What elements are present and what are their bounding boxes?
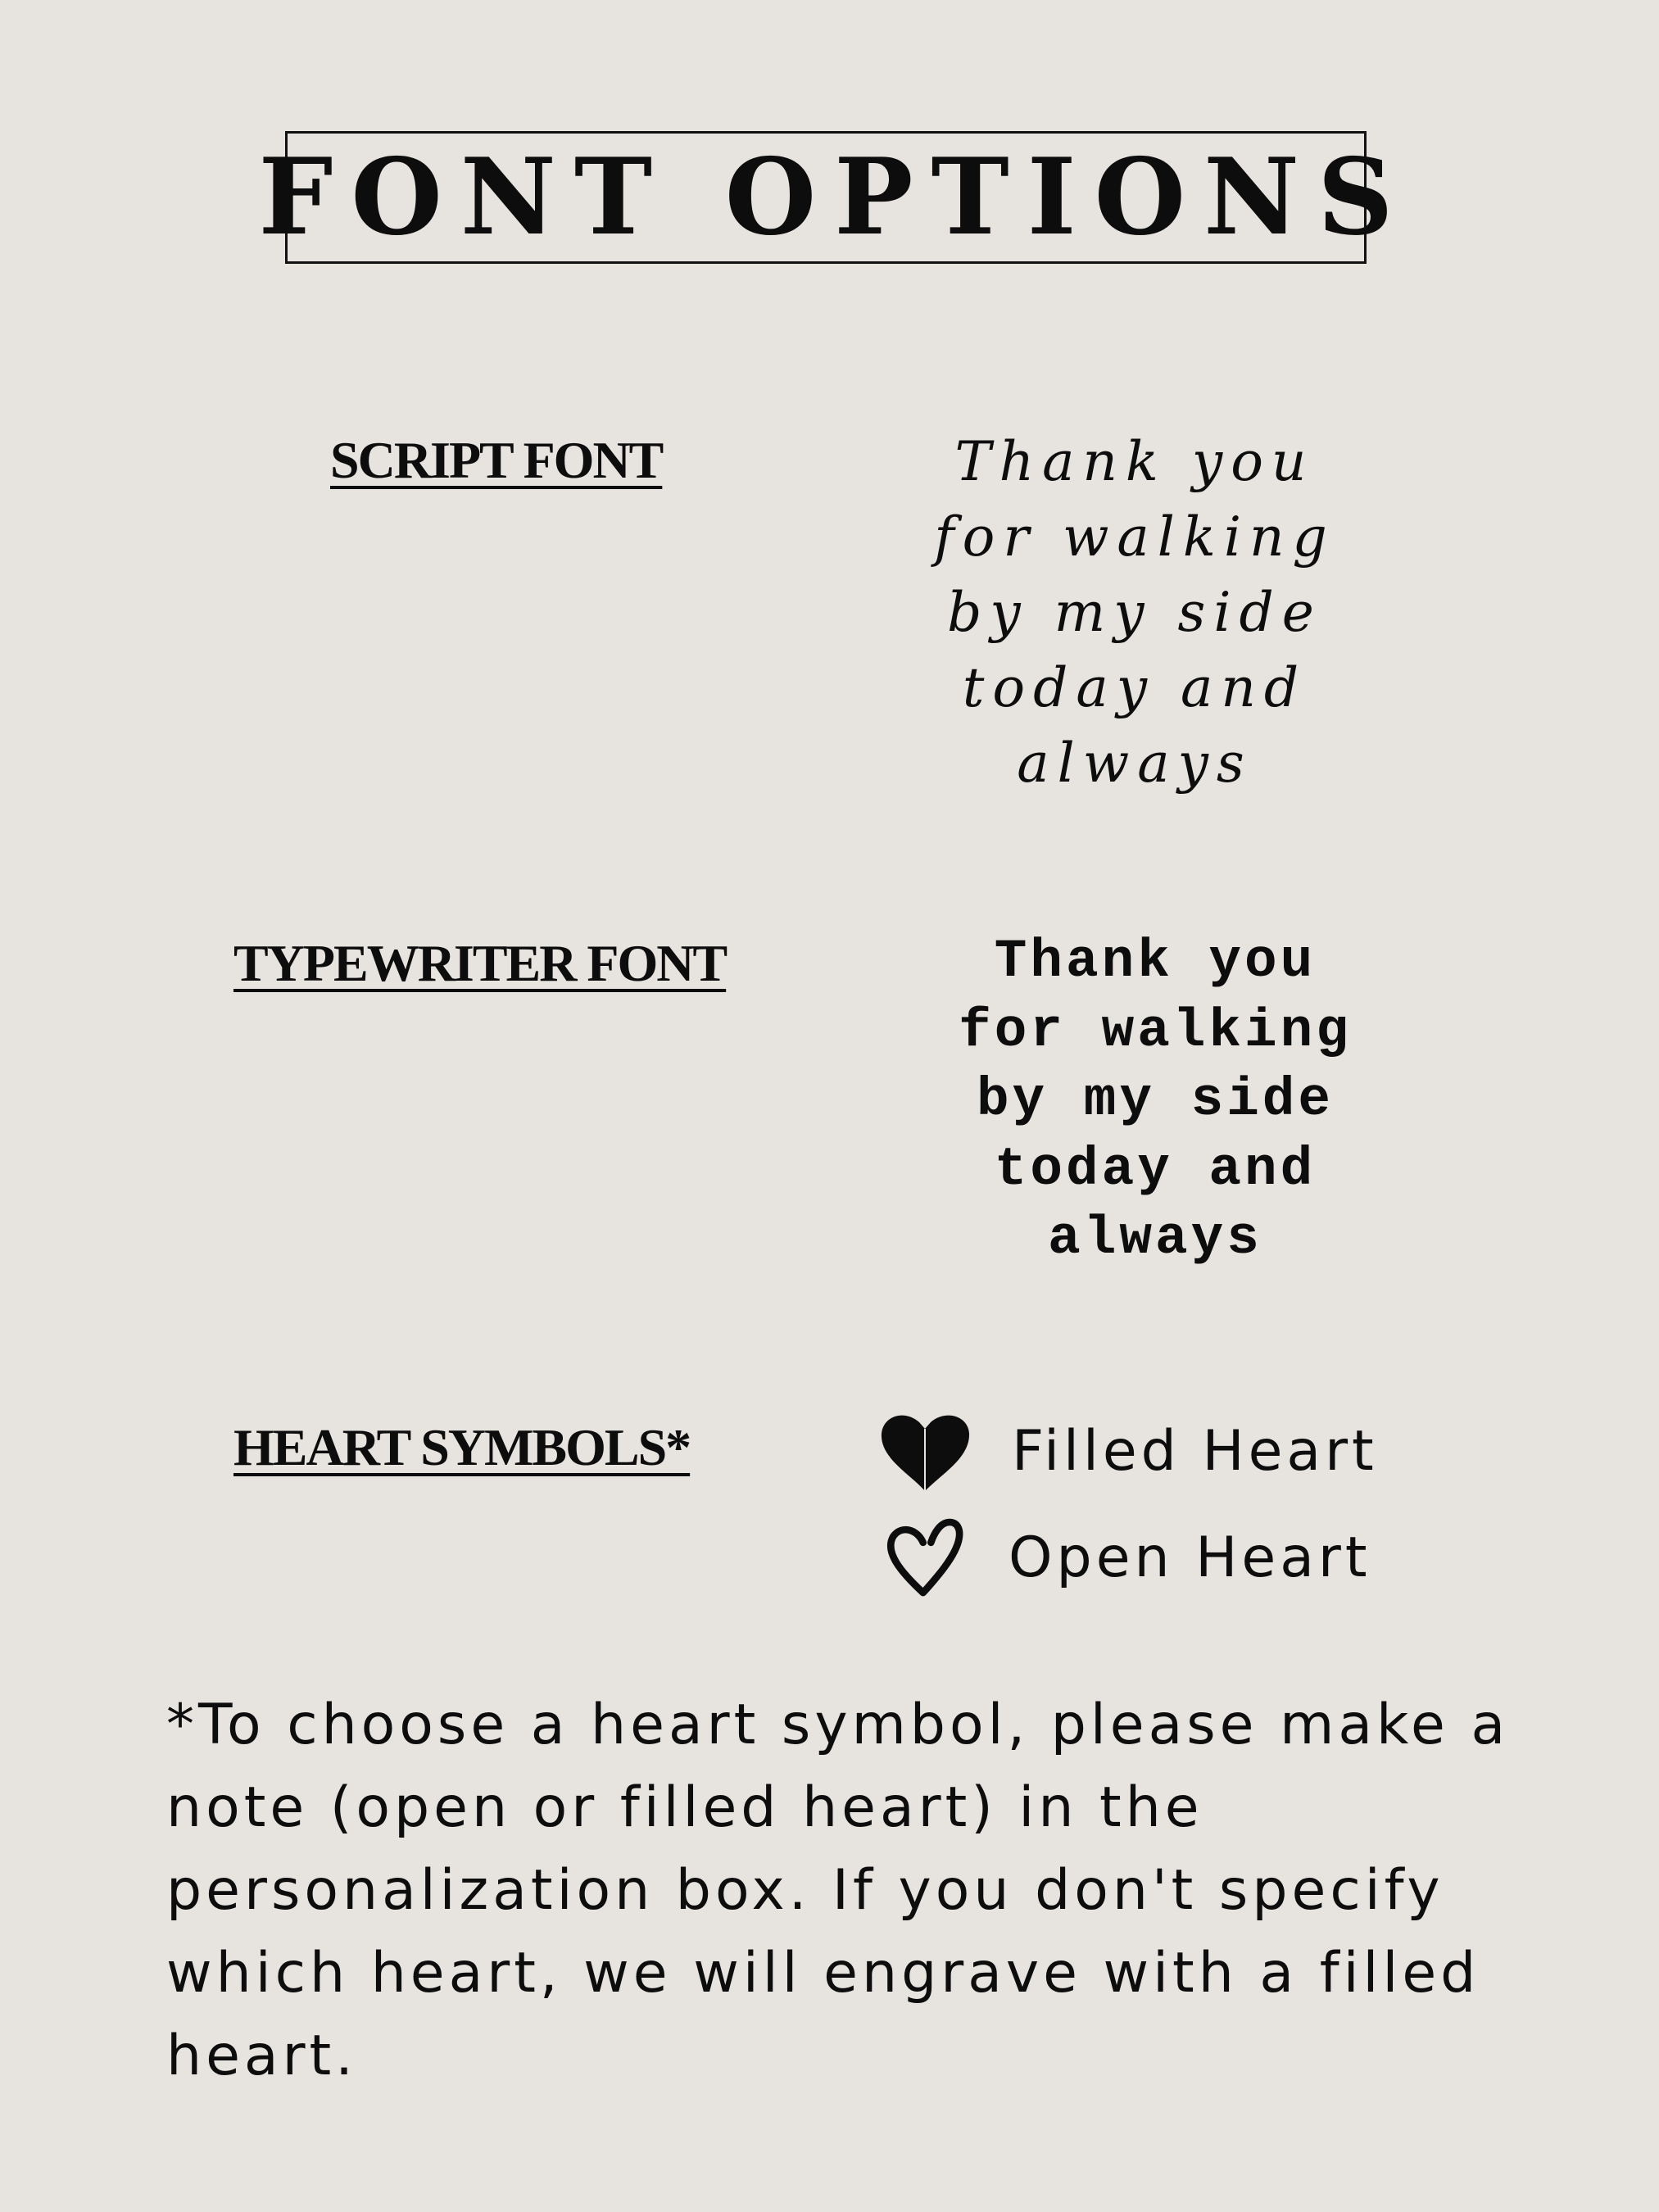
script-sample-line: for walking (934, 505, 1335, 569)
script-font-heading: SCRIPT FONT (330, 431, 663, 489)
filled-heart-label: Filled Heart (1012, 1419, 1378, 1484)
typewriter-sample-line: Thank you (994, 931, 1317, 992)
footnote: *To choose a heart symbol, please make a note (open or filled heart) in the personalization box. If you don't specify which heart, we will engrave with a filled heart. (166, 1693, 1510, 2088)
typewriter-font-heading: TYPEWRITER FONT (233, 934, 727, 992)
typewriter-font-sample (868, 927, 1442, 1274)
script-sample-line: by my side (947, 581, 1322, 644)
filled-heart-option (878, 1411, 1378, 1493)
typewriter-sample-line: by my side (976, 1069, 1335, 1131)
open-heart-icon (882, 1517, 972, 1599)
open-heart-option (882, 1517, 1371, 1599)
heart-symbols-heading: HEART SYMBOLS* (233, 1418, 691, 1476)
page-title: FONT OPTIONS (258, 136, 1412, 259)
script-sample-line: today and (962, 656, 1308, 719)
open-heart-label: Open Heart (1009, 1525, 1371, 1590)
script-sample-line: always (1017, 732, 1253, 795)
title-frame (258, 131, 1412, 264)
typewriter-sample-line: for walking (959, 999, 1352, 1062)
filled-heart-icon (878, 1411, 972, 1493)
typewriter-sample-line: always (1048, 1208, 1262, 1269)
typewriter-sample-line: today and (994, 1138, 1317, 1200)
script-sample-line: Thank you (954, 430, 1315, 493)
script-font-sample (836, 424, 1434, 801)
